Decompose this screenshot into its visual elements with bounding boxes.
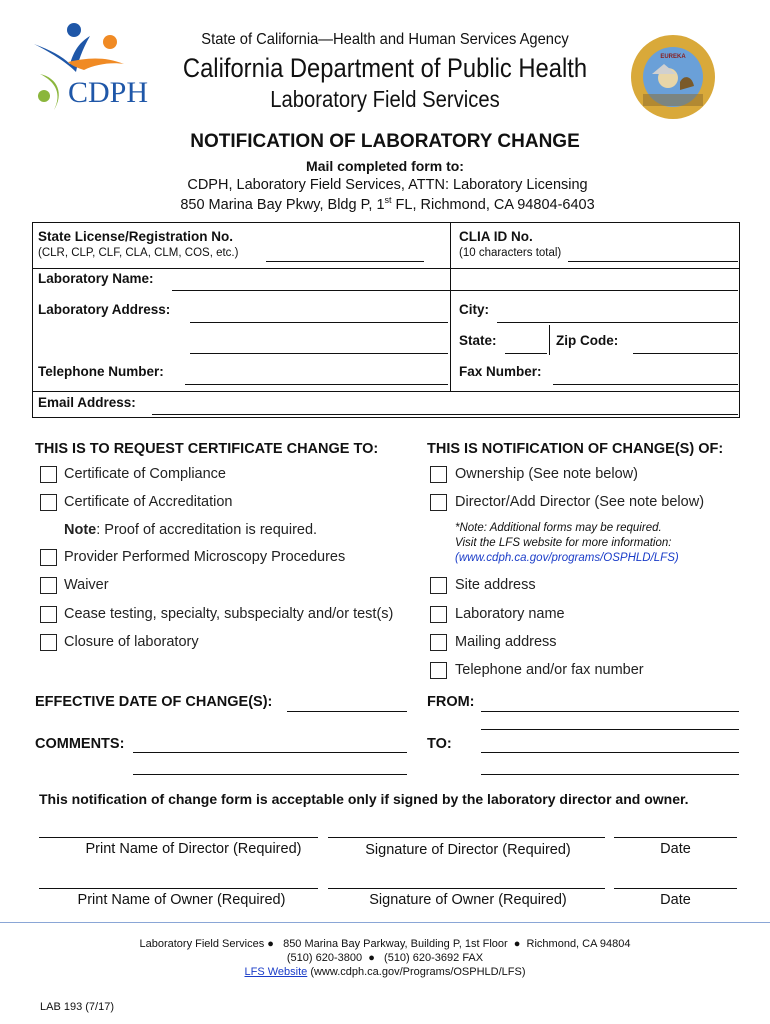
- director-checkbox[interactable]: [430, 494, 447, 511]
- comments-input[interactable]: [133, 734, 407, 753]
- license-label: State License/Registration No.: [38, 229, 234, 244]
- date-director-input[interactable]: [614, 819, 737, 838]
- cdph-logo: [28, 20, 160, 120]
- to-label: TO:: [427, 736, 452, 752]
- clia-sub: (10 characters total): [459, 247, 562, 259]
- signature-statement: This notification of change form is acceptable only if signed by the laboratory director and owner.: [39, 791, 689, 807]
- city-label: City:: [459, 302, 489, 317]
- mail-to-line1: CDPH, Laboratory Field Services, ATTN: Laboratory Licensing: [187, 177, 588, 193]
- comments-label: COMMENTS:: [35, 736, 125, 752]
- date-director-label: Date: [660, 841, 691, 857]
- note-line1: *Note: Additional forms may be required.: [455, 522, 662, 534]
- lab-name-input[interactable]: [172, 272, 738, 291]
- lab-name-label: Laboratory Name:: [38, 271, 154, 286]
- laboratory-name-checkbox[interactable]: [430, 606, 447, 623]
- to-input[interactable]: [481, 734, 739, 753]
- agency-name: State of California—Health and Human Services Agency: [201, 31, 569, 48]
- to-input-2[interactable]: [481, 756, 739, 775]
- note-line3: [455, 551, 679, 566]
- mailing-address-label: Mailing address: [455, 634, 557, 650]
- from-input[interactable]: [481, 693, 739, 712]
- email-label: Email Address:: [38, 395, 136, 410]
- lab-info-divider: [450, 222, 451, 392]
- email-input[interactable]: [152, 396, 738, 415]
- cease-testing-label: Cease testing, specialty, subspecialty and/or test(s): [64, 606, 394, 622]
- svg-text:CDPH: CDPH: [68, 76, 149, 109]
- certificate-change-heading: THIS IS TO REQUEST CERTIFICATE CHANGE TO:: [35, 441, 379, 457]
- lab-address-input[interactable]: [190, 304, 448, 323]
- clia-input[interactable]: [568, 243, 738, 262]
- mail-to-line2-sup: st: [384, 195, 392, 205]
- zip-label: Zip Code:: [556, 333, 619, 348]
- waiver-label: Waiver: [64, 577, 109, 593]
- california-seal: [630, 34, 716, 120]
- print-owner-label: Print Name of Owner (Required): [77, 892, 286, 908]
- footer-address: Laboratory Field Services ● 850 Marina Bay Parkway, Building P, 1st Floor ● Richmond, CA 94804: [139, 938, 631, 950]
- director-label: Director/Add Director (See note below): [455, 494, 705, 510]
- telephone-fax-checkbox[interactable]: [430, 662, 447, 679]
- from-label: FROM:: [427, 694, 475, 710]
- sign-director-input[interactable]: [328, 819, 605, 838]
- site-address-label: Site address: [455, 577, 536, 593]
- notification-change-heading: THIS IS NOTIFICATION OF CHANGE(S) OF:: [427, 441, 724, 457]
- mail-to-line2: [0, 195, 770, 213]
- lfs-link[interactable]: (www.cdph.ca.gov/programs/OSPHLD/LFS): [455, 552, 679, 564]
- ownership-checkbox[interactable]: [430, 466, 447, 483]
- date-owner-input[interactable]: [614, 870, 737, 889]
- footer-phone: (510) 620-3800 ● (510) 620-3692 FAX: [286, 952, 484, 964]
- certificate-of-accreditation-checkbox[interactable]: [40, 494, 57, 511]
- fax-input[interactable]: [553, 366, 738, 385]
- sign-owner-label: Signature of Owner (Required): [369, 892, 567, 908]
- accreditation-note-text: : Proof of accreditation is required.: [96, 522, 318, 538]
- cease-testing-checkbox[interactable]: [40, 606, 57, 623]
- lfs-website-url: (www.cdph.ca.gov/Programs/OSPHLD/LFS): [307, 966, 526, 978]
- ppmp-label: Provider Performed Microscopy Procedures: [64, 549, 346, 565]
- note-line2: Visit the LFS website for more information:: [455, 537, 672, 549]
- site-address-checkbox[interactable]: [430, 577, 447, 594]
- laboratory-name-label: Laboratory name: [455, 606, 565, 622]
- certificate-of-compliance-label: Certificate of Compliance: [64, 466, 226, 482]
- mail-to-line2-a: 850 Marina Bay Pkwy, Bldg P, 1: [180, 196, 385, 213]
- print-owner-input[interactable]: [39, 870, 318, 889]
- additional-forms-note: [455, 521, 679, 566]
- sign-director-label: Signature of Director (Required): [365, 842, 571, 858]
- phone-input[interactable]: [185, 366, 448, 385]
- state-input[interactable]: [505, 335, 547, 354]
- accreditation-note-bold: Note: [64, 522, 97, 538]
- closure-checkbox[interactable]: [40, 634, 57, 651]
- lab-info-row-divider: [32, 268, 740, 269]
- ownership-label: Ownership (See note below): [455, 466, 638, 482]
- zip-input[interactable]: [633, 335, 738, 354]
- footer-rule: [0, 922, 770, 923]
- effective-date-label: EFFECTIVE DATE OF CHANGE(S):: [35, 694, 273, 710]
- certificate-of-compliance-checkbox[interactable]: [40, 466, 57, 483]
- svg-text:EUREKA: EUREKA: [660, 54, 686, 60]
- print-director-label: Print Name of Director (Required): [85, 841, 302, 857]
- lab-address-input-2[interactable]: [190, 335, 448, 354]
- city-input[interactable]: [497, 304, 738, 323]
- print-director-input[interactable]: [39, 819, 318, 838]
- ppmp-checkbox[interactable]: [40, 549, 57, 566]
- license-sub: (CLR, CLP, CLF, CLA, CLM, COS, etc.): [38, 247, 239, 259]
- department-name: California Department of Public Health: [182, 53, 588, 83]
- fax-label: Fax Number:: [459, 364, 542, 379]
- state-zip-divider: [549, 325, 550, 355]
- footer-website: [0, 966, 770, 978]
- phone-label: Telephone Number:: [38, 364, 164, 379]
- accreditation-note: [64, 522, 317, 538]
- certificate-of-accreditation-label: Certificate of Accreditation: [64, 494, 233, 510]
- from-input-2[interactable]: [481, 711, 739, 730]
- mail-to-line2-b: FL, Richmond, CA 94804-6403: [391, 196, 595, 213]
- date-owner-label: Date: [660, 892, 691, 908]
- form-title: NOTIFICATION OF LABORATORY CHANGE: [190, 131, 580, 152]
- mail-to-label: Mail completed form to:: [306, 158, 464, 174]
- license-input[interactable]: [266, 243, 424, 262]
- email-row-divider: [32, 391, 740, 392]
- effective-date-input[interactable]: [287, 693, 407, 712]
- sign-owner-input[interactable]: [328, 870, 605, 889]
- mailing-address-checkbox[interactable]: [430, 634, 447, 651]
- comments-input-2[interactable]: [133, 756, 407, 775]
- clia-label: CLIA ID No.: [459, 229, 533, 244]
- state-label: State:: [459, 333, 497, 348]
- form-id: LAB 193 (7/17): [40, 1001, 114, 1013]
- lab-address-label: Laboratory Address:: [38, 302, 171, 317]
- closure-label: Closure of laboratory: [64, 634, 199, 650]
- waiver-checkbox[interactable]: [40, 577, 57, 594]
- division-name: Laboratory Field Services: [270, 86, 500, 112]
- lfs-website-link[interactable]: LFS Website: [244, 966, 308, 978]
- telephone-fax-label: Telephone and/or fax number: [455, 662, 644, 678]
